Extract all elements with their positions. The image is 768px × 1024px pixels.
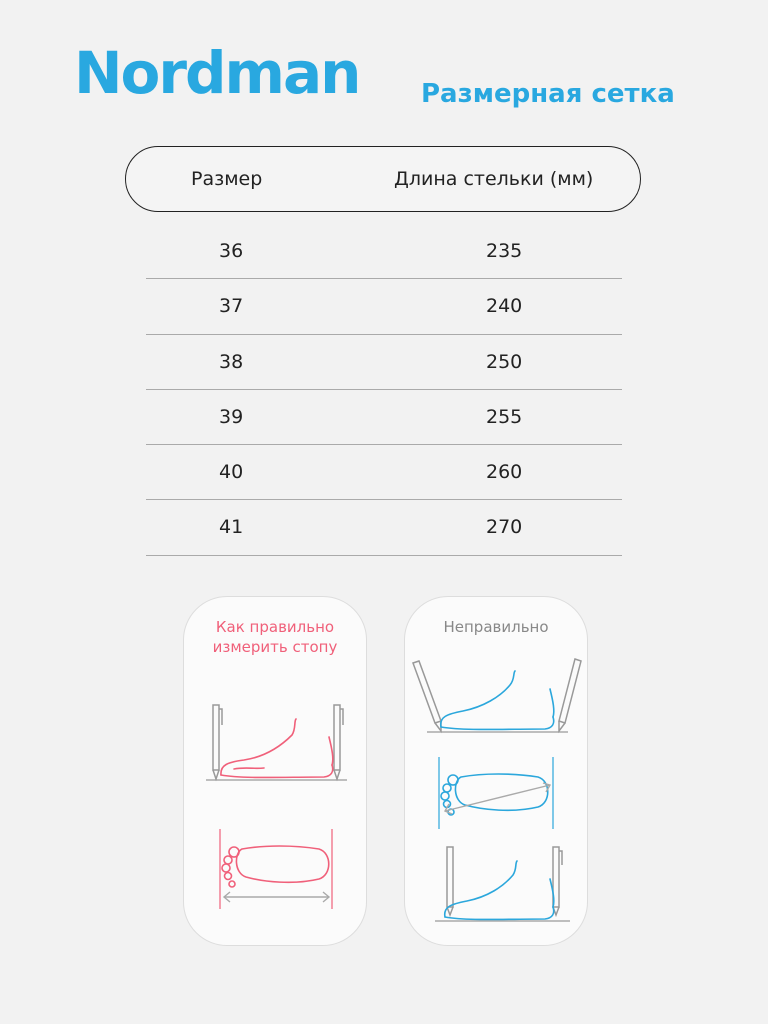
incorrect-foot-illustration — [405, 597, 588, 946]
size-cell: 40 — [219, 461, 244, 484]
length-cell: 255 — [486, 405, 523, 428]
table-row — [146, 335, 622, 390]
table-row — [146, 500, 622, 555]
pencil-icon — [413, 661, 441, 731]
correct-card-title-line1: Как правильно — [215, 618, 335, 636]
size-cell: 41 — [219, 516, 244, 539]
foot-sole-icon — [222, 846, 329, 887]
table-row — [146, 279, 622, 334]
foot-side-icon — [221, 719, 333, 778]
length-cell: 240 — [486, 295, 523, 318]
length-cell: 270 — [486, 516, 523, 539]
size-cell: 36 — [219, 240, 244, 262]
length-cell: 260 — [486, 461, 523, 484]
foot-sole-icon — [441, 774, 548, 815]
pencil-icon — [553, 847, 562, 915]
header-size: Размер — [191, 168, 263, 190]
table-row — [146, 390, 622, 445]
pencil-icon — [213, 705, 222, 779]
correct-measurement-card — [183, 596, 367, 946]
table-row — [146, 224, 622, 279]
foot-side-icon — [445, 861, 554, 920]
size-cell: 38 — [219, 350, 244, 373]
size-table-header — [125, 146, 641, 212]
page-title: Размерная сетка — [421, 79, 675, 109]
incorrect-measurement-card — [404, 596, 588, 946]
incorrect-card-title: Неправильно — [443, 618, 549, 636]
header-insole-length: Длина стельки (мм) — [394, 168, 594, 190]
pencil-icon — [334, 705, 343, 779]
pencil-icon — [559, 659, 581, 731]
correct-card-title-line2: измерить стопу — [212, 638, 338, 656]
measure-arrow-icon — [224, 892, 329, 902]
foot-side-icon — [441, 671, 554, 730]
brand-logo: Nordman — [74, 39, 360, 107]
length-cell: 235 — [486, 240, 523, 262]
table-row — [146, 445, 622, 500]
correct-foot-illustration — [184, 597, 367, 946]
size-cell: 37 — [219, 295, 244, 318]
size-table — [146, 224, 622, 556]
length-cell: 250 — [486, 350, 523, 373]
size-cell: 39 — [219, 405, 244, 428]
